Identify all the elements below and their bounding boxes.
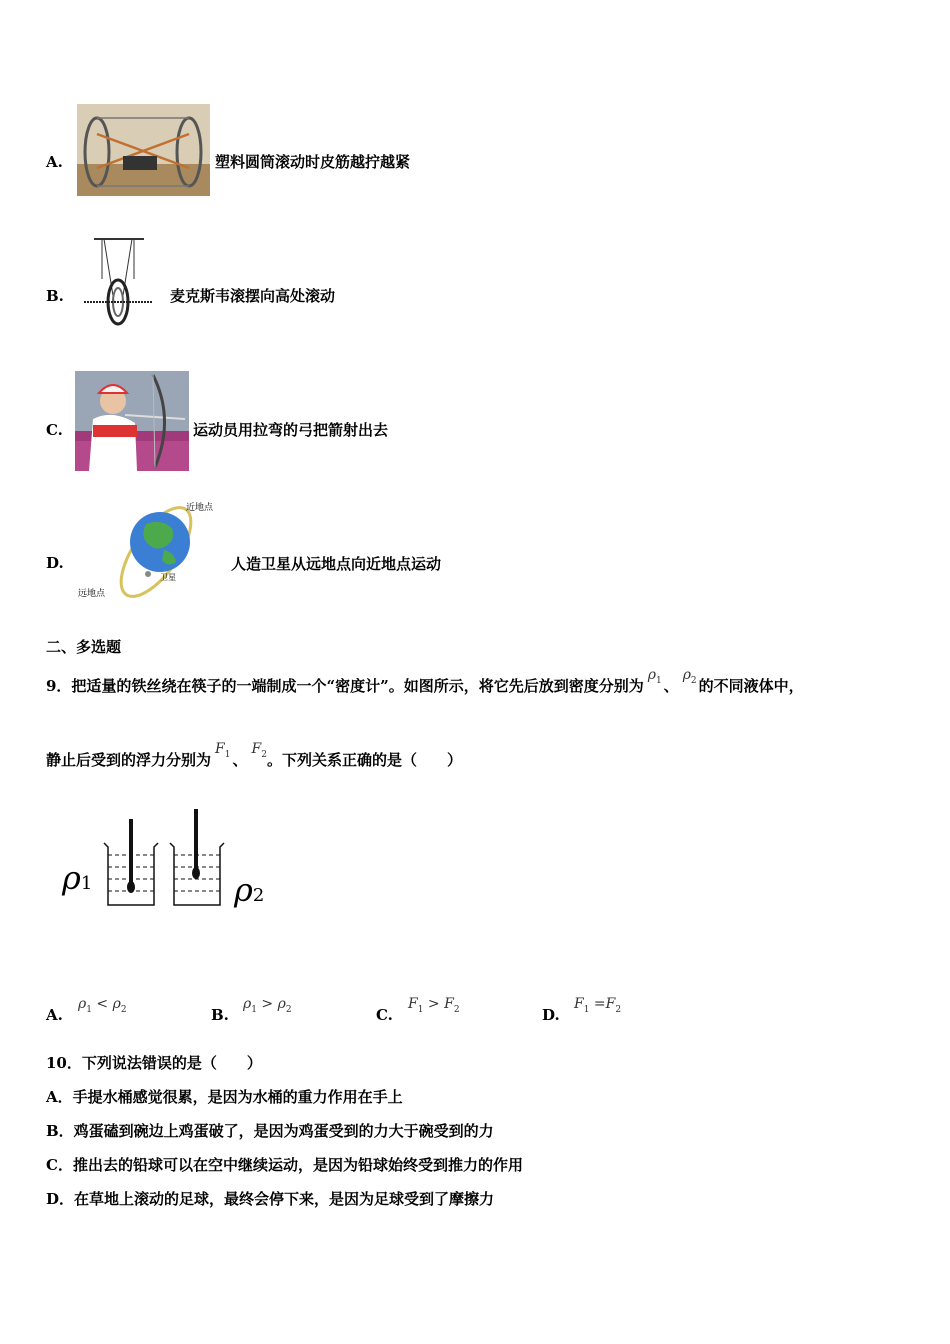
q9-line1 (46, 668, 804, 702)
archer-image (75, 371, 189, 471)
q10-option-b[interactable]: B．鸡蛋磕到碗边上鸡蛋破了，是因为鸡蛋受到的力大于碗受到的力 (46, 1122, 494, 1140)
far-point-label: 远地点 (78, 589, 106, 599)
satellite-label: 卫星 (160, 573, 176, 582)
maxwell-pendulum-image (74, 234, 154, 330)
satellite-orbit-image (76, 500, 226, 602)
densimeter-figure (56, 805, 286, 915)
rolling-cylinder-image (77, 104, 210, 196)
q9-option-a-formula: $\rho_1 < \rho_2$ (78, 996, 127, 1015)
q10-option-c[interactable]: C．推出去的铅球可以在空中继续运动，是因为铅球始终受到推力的作用 (46, 1156, 523, 1174)
option-d-label: D. (46, 554, 64, 572)
q9-sep2: 、 (232, 751, 248, 769)
option-b-label: B. (46, 287, 64, 305)
option-a-text: 塑料圆筒滚动时皮筋越拧越紧 (215, 153, 411, 171)
option-a-label: A. (46, 153, 63, 171)
q9-f2: $F_2$ (251, 741, 267, 760)
q9-stem-part4: 。下列关系正确的是（ ） (266, 751, 462, 769)
q9-option-c-formula: $F_1 > F_2$ (408, 996, 460, 1015)
q9-stem-part3: 静止后受到的浮力分别为 (46, 751, 212, 769)
q9-rho1: $\rho_1$ (647, 667, 662, 686)
option-d-text: 人造卫星从远地点向近地点运动 (231, 555, 442, 573)
q9-option-a-label: A. (46, 1006, 63, 1024)
q9-option-b-formula: $\rho_1 > \rho_2$ (243, 996, 292, 1015)
q9-option-c-label: C. (376, 1006, 393, 1024)
q10-option-d[interactable]: D．在草地上滚动的足球，最终会停下来，是因为足球受到了摩擦力 (46, 1190, 495, 1208)
option-c-text: 运动员用拉弯的弓把箭射出去 (193, 421, 389, 439)
q10-option-a[interactable]: A．手提水桶感觉很累，是因为水桶的重力作用在手上 (46, 1088, 403, 1106)
q9-options (46, 994, 666, 1028)
q10-stem: 10．下列说法错误的是（ ） (46, 1054, 262, 1072)
q9-rho2: $\rho_2$ (682, 667, 697, 686)
q9-option-d-label: D. (542, 1006, 560, 1024)
option-c-label: C. (46, 421, 63, 439)
figure-rho2-label: ρ2 (234, 871, 265, 909)
option-b-text: 麦克斯韦滚摆向高处滚动 (170, 287, 336, 305)
q9-option-b-label: B. (211, 1006, 229, 1024)
q9-f1: $F_1$ (215, 741, 231, 760)
q9-line2 (46, 742, 462, 776)
near-point-label: 近地点 (186, 503, 214, 513)
q9-stem-part1: 9．把适量的铁丝绕在筷子的一端制成一个“密度计”。如图所示，将它先后放到密度分别为 (46, 677, 644, 695)
section-title: 二、多选题 (46, 638, 122, 656)
q9-stem-part2: 的不同液体中， (698, 677, 804, 695)
q9-sep1: 、 (663, 677, 679, 695)
q9-option-d-formula: $F_1 =F_2$ (574, 996, 622, 1015)
figure-rho1-label: ρ1 (62, 859, 93, 897)
